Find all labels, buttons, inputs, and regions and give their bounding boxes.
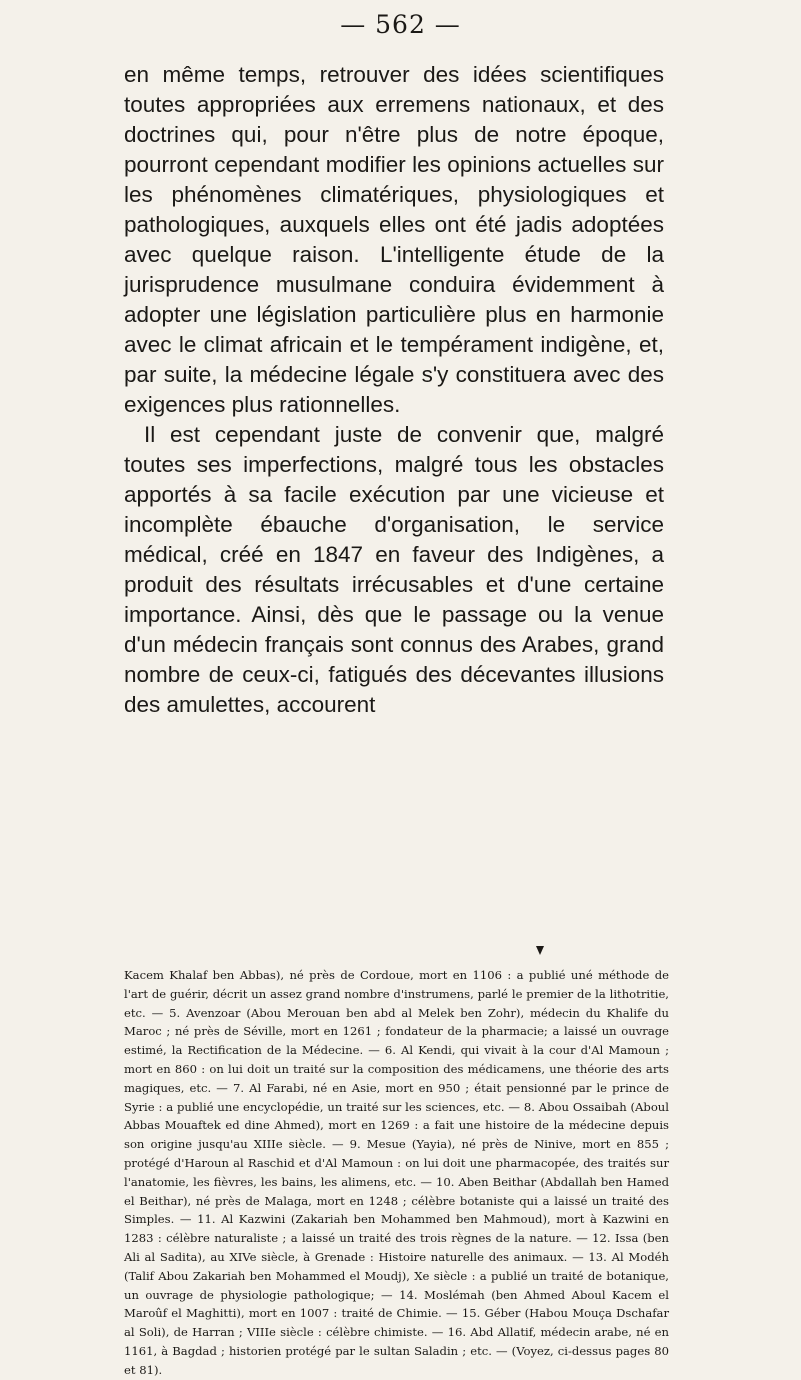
- body-paragraph: Il est cependant juste de convenir que, malgré toutes ses imperfections, malgré tous les obstacles apportés à sa facile exécution par une vicieuse et incomplète ébauche d'organisation, le service médical, créé en 1847 en faveur des Indigènes, a produit des résultats irrécusables et d'une certaine importance. Ainsi, dès que le passage ou la venue d'un médecin français sont connus des Arabes, grand nombre de ceux-ci, fatigués des décevantes illusions des amulettes, accourent: [124, 422, 664, 717]
- printer-mark-icon: [536, 946, 544, 955]
- body-paragraph: en même temps, retrouver des idées scientifiques toutes appropriées aux erremens nationaux, et des doctrines qui, pour n'être plus de notre époque, pourront cependant modifier les opinions actuelles sur les phénomènes climatériques, physiologiques et pathologiques, auxquels elles ont été jadis adoptées avec quelque raison. L'intelligente étude de la jurisprudence musulmane conduira évidemment à adopter une législation particulière plus en harmonie avec le climat africain et le tempérament indigène, et, par suite, la médecine légale s'y constituera avec des exigences plus rationnelles.: [124, 62, 664, 417]
- page-number: — 562 —: [340, 10, 461, 39]
- footnote: Kacem Khalaf ben Abbas), né près de Cordoue, mort en 1106 : a publié uné méthode de l'art de guérir, décrit un assez grand nombre d'instrumens, parlé le premier de la lithotritie, etc. — 5. Avenzoar (Abou Merouan ben abd al Melek ben Zohr), médecin du Khalife du Maroc ; né près de Séville, mort en 1261 ; fondateur de la pharmacie; a laissé un ouvrage estimé, la Rectification de la Médecine. — 6. Al Kendi, qui vivait à la cour d'Al Mamoun ; mort en 860 : on lui doit un traité sur la composition des médicamens, une théorie des arts magiques, etc. — 7. Al Farabi, né en Asie, mort en 950 ; était pensionné par le prince de Syrie : a publié une encyclopédie, un traité sur les sciences, etc. — 8. Abou Ossaibah (Aboul Abbas Mouaftek ed dine Ahmed), mort en 1269 : a fait une histoire de la médecine depuis son origine jusqu'au XIIIe siècle. — 9. Mesue (Yayia), né près de Ninive, mort en 855 ; protégé d'Haroun al Raschid et d'Al Mamoun : on lui doit une pharmacopée, des traités sur l'anatomie, les fièvres, les bains, les alimens, etc. — 10. Aben Beithar (Abdallah ben Hamed el Beithar), né près de Malaga, mort en 1248 ; célèbre botaniste qui a laissé un traité des Simples. — 11. Al Kazwini (Zakariah ben Mohammed ben Mahmoud), mort à Kazwini en 1283 : célèbre naturaliste ; a laissé un traité des trois règnes de la nature. — 12. Issa (ben Ali al Sadita), au XIVe siècle, à Grenade : Histoire naturelle des animaux. — 13. Al Modéh (Talif Abou Zakariah ben Mohammed el Moudj), Xe siècle : a publié un traité de botanique, un ouvrage de physiologie pathologique; — 14. Moslémah (ben Ahmed Aboul Kacem el Maroûf el Maghitti), mort en 1007 : traité de Chimie. — 15. Géber (Habou Mouça Dschafar al Soli), de Harran ; VIIIe siècle : célèbre chimiste. — 16. Abd Allatif, médecin arabe, né en 1161, à Bagdad ; historien protégé par le sultan Saladin ; etc. — (Voyez, ci-dessus pages 80 et 81).: [124, 968, 669, 1377]
- main-text: [124, 60, 664, 720]
